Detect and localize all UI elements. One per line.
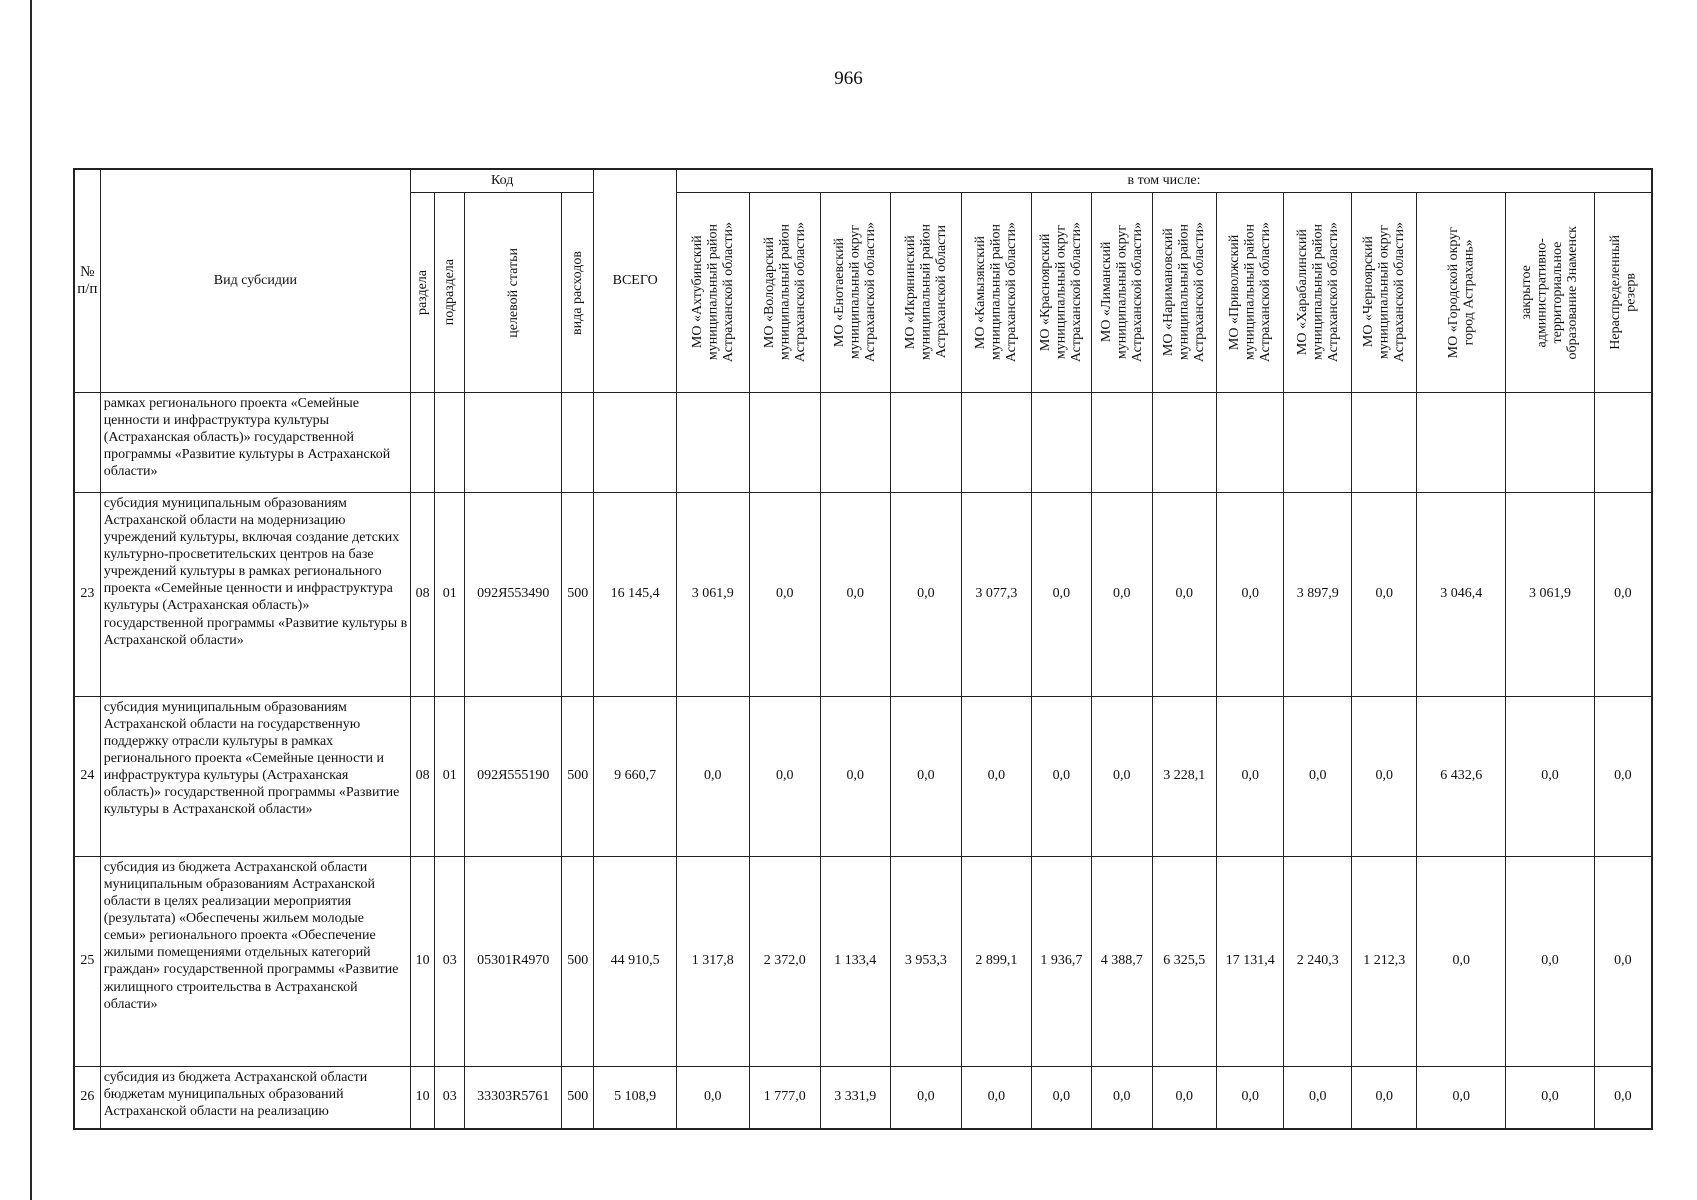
municipality-value-cell: 0,0 bbox=[1594, 697, 1652, 857]
municipality-value-cell: 0,0 bbox=[821, 493, 891, 697]
municipality-value-cell bbox=[890, 393, 962, 493]
municipality-value-cell: 0,0 bbox=[1216, 697, 1284, 857]
municipality-value-cell: 0,0 bbox=[1031, 1067, 1091, 1129]
table-row bbox=[74, 857, 1652, 1067]
table-row bbox=[74, 393, 1652, 493]
row-number-cell: 23 bbox=[74, 493, 100, 697]
municipality-value-cell: 3 953,3 bbox=[890, 857, 962, 1067]
header-code-subsection: подраздела bbox=[435, 193, 465, 393]
header-municipality: МО «Черноярский муниципальный округ Астраханской области» bbox=[1351, 193, 1416, 393]
header-code-target: целевой статьи bbox=[465, 193, 562, 393]
municipality-value-cell: 0,0 bbox=[1031, 697, 1091, 857]
municipality-value-cell: 3 228,1 bbox=[1152, 697, 1216, 857]
total-cell: 44 910,5 bbox=[594, 857, 677, 1067]
code-target-cell: 092Я555190 bbox=[465, 697, 562, 857]
municipality-value-cell: 1 317,8 bbox=[676, 857, 749, 1067]
code-expense-cell: 500 bbox=[562, 1067, 594, 1129]
header-code-section: раздела bbox=[411, 193, 435, 393]
municipality-value-cell: 0,0 bbox=[1152, 493, 1216, 697]
subsidy-description-cell: субсидия муниципальным образованиям Астраханской области на государственную поддержку отрасли культуры в рамках регионального проекта «Семейные ценности и инфраструктура культуры (Астраханская область)» государственной программы «Развитие культуры в Астраханской области» bbox=[100, 697, 410, 857]
municipality-value-cell: 0,0 bbox=[821, 697, 891, 857]
municipality-value-cell: 0,0 bbox=[1417, 857, 1506, 1067]
header-including: в том числе: bbox=[676, 169, 1652, 193]
municipality-value-cell: 1 936,7 bbox=[1031, 857, 1091, 1067]
municipality-value-cell: 0,0 bbox=[1216, 493, 1284, 697]
code-expense-cell: 500 bbox=[562, 493, 594, 697]
municipality-value-cell: 1 212,3 bbox=[1351, 857, 1416, 1067]
municipality-value-cell: 0,0 bbox=[890, 697, 962, 857]
municipality-value-cell: 0,0 bbox=[1594, 1067, 1652, 1129]
municipality-value-cell bbox=[1594, 393, 1652, 493]
code-subsection-cell: 03 bbox=[435, 1067, 465, 1129]
code-expense-cell: 500 bbox=[562, 857, 594, 1067]
code-subsection-cell: 01 bbox=[435, 697, 465, 857]
municipality-value-cell: 0,0 bbox=[1594, 493, 1652, 697]
municipality-value-cell: 4 388,7 bbox=[1092, 857, 1152, 1067]
table-row bbox=[74, 1067, 1652, 1129]
municipality-value-cell bbox=[1152, 393, 1216, 493]
municipality-value-cell: 0,0 bbox=[1506, 857, 1595, 1067]
municipality-value-cell: 0,0 bbox=[676, 697, 749, 857]
subsidy-description-cell: субсидия из бюджета Астраханской области муниципальным образованиям Астраханской области в целях реализации мероприятия (результата) «Обеспечены жильем молодые семьи» регионального проекта «Обеспечение жилыми помещениями отдельных категорий граждан» государственной программы «Развитие жилищного строительства в Астраханской области» bbox=[100, 857, 410, 1067]
total-cell: 16 145,4 bbox=[594, 493, 677, 697]
header-municipality: МО «Володарский муниципальный район Астраханской области» bbox=[749, 193, 821, 393]
municipality-value-cell: 0,0 bbox=[1417, 1067, 1506, 1129]
municipality-value-cell bbox=[821, 393, 891, 493]
header-municipality: МО «Приволжский муниципальный район Астраханской области» bbox=[1216, 193, 1284, 393]
page-margin-line bbox=[30, 0, 32, 1200]
municipality-value-cell bbox=[676, 393, 749, 493]
municipality-value-cell: 0,0 bbox=[676, 1067, 749, 1129]
municipality-value-cell: 3 077,3 bbox=[962, 493, 1032, 697]
code-target-cell: 092Я553490 bbox=[465, 493, 562, 697]
row-number-cell bbox=[74, 393, 100, 493]
code-target-cell bbox=[465, 393, 562, 493]
header-municipality: МО «Городской округ город Астрахань» bbox=[1417, 193, 1506, 393]
municipality-value-cell: 3 061,9 bbox=[1506, 493, 1595, 697]
municipality-value-cell: 3 046,4 bbox=[1417, 493, 1506, 697]
header-municipality: МО «Красноярский муниципальный округ Астраханской области» bbox=[1031, 193, 1091, 393]
code-target-cell: 33303R5761 bbox=[465, 1067, 562, 1129]
header-municipality: МО «Камызякский муниципальный район Астраханской области» bbox=[962, 193, 1032, 393]
row-number-cell: 25 bbox=[74, 857, 100, 1067]
header-municipality: МО «Ахтубинский муниципальный район Астраханской области» bbox=[676, 193, 749, 393]
header-municipality: МО «Наримановский муниципальный район Астраханской области» bbox=[1152, 193, 1216, 393]
code-section-cell bbox=[411, 393, 435, 493]
header-municipality: МО «Икрянинский муниципальный район Астраханской области bbox=[890, 193, 962, 393]
municipality-value-cell: 0,0 bbox=[1092, 493, 1152, 697]
municipality-value-cell: 1 777,0 bbox=[749, 1067, 821, 1129]
row-number-cell: 26 bbox=[74, 1067, 100, 1129]
municipality-value-cell: 0,0 bbox=[1351, 1067, 1416, 1129]
code-subsection-cell bbox=[435, 393, 465, 493]
header-municipality: Нераспределенный резерв bbox=[1594, 193, 1652, 393]
municipality-value-cell: 0,0 bbox=[749, 493, 821, 697]
municipality-value-cell: 0,0 bbox=[890, 1067, 962, 1129]
total-cell: 9 660,7 bbox=[594, 697, 677, 857]
municipality-value-cell bbox=[1417, 393, 1506, 493]
municipality-value-cell: 3 897,9 bbox=[1284, 493, 1352, 697]
subsidy-table bbox=[73, 168, 1653, 1130]
municipality-value-cell bbox=[1506, 393, 1595, 493]
code-subsection-cell: 01 bbox=[435, 493, 465, 697]
row-number-cell: 24 bbox=[74, 697, 100, 857]
municipality-value-cell: 0,0 bbox=[1031, 493, 1091, 697]
municipality-value-cell: 2 240,3 bbox=[1284, 857, 1352, 1067]
municipality-value-cell: 1 133,4 bbox=[821, 857, 891, 1067]
header-code-expense: вида расходов bbox=[562, 193, 594, 393]
table-row bbox=[74, 493, 1652, 697]
code-section-cell: 08 bbox=[411, 697, 435, 857]
municipality-value-cell: 0,0 bbox=[1152, 1067, 1216, 1129]
header-municipality: МО «Енотаевский муниципальный округ Астраханской области» bbox=[821, 193, 891, 393]
table-body bbox=[74, 393, 1652, 1129]
municipality-value-cell bbox=[1031, 393, 1091, 493]
page-number: 966 bbox=[834, 68, 863, 89]
municipality-value-cell: 0,0 bbox=[1092, 697, 1152, 857]
code-section-cell: 10 bbox=[411, 857, 435, 1067]
code-expense-cell: 500 bbox=[562, 697, 594, 857]
municipality-value-cell bbox=[1216, 393, 1284, 493]
municipality-value-cell bbox=[1284, 393, 1352, 493]
header-num: № п/п bbox=[74, 169, 100, 393]
municipality-value-cell: 0,0 bbox=[1506, 697, 1595, 857]
code-section-cell: 08 bbox=[411, 493, 435, 697]
municipality-value-cell: 0,0 bbox=[1506, 1067, 1595, 1129]
total-cell: 5 108,9 bbox=[594, 1067, 677, 1129]
municipality-value-cell: 0,0 bbox=[890, 493, 962, 697]
subsidy-description-cell: субсидия муниципальным образованиям Астраханской области на модернизацию учреждений культуры, включая создание детских культурно-просветительских центров на базе учреждений культуры в рамках регионального проекта «Семейные ценности и инфраструктура культуры (Астраханская область)» государственной программы «Развитие культуры в Астраханской области» bbox=[100, 493, 410, 697]
code-subsection-cell: 03 bbox=[435, 857, 465, 1067]
municipality-value-cell: 0,0 bbox=[1594, 857, 1652, 1067]
municipality-value-cell: 6 432,6 bbox=[1417, 697, 1506, 857]
municipality-value-cell: 0,0 bbox=[962, 697, 1032, 857]
municipality-value-cell: 0,0 bbox=[962, 1067, 1032, 1129]
header-municipality: МО «Лиманский муниципальный округ Астраханской области» bbox=[1092, 193, 1152, 393]
subsidy-description-cell: субсидия из бюджета Астраханской области бюджетам муниципальных образований Астраханской области на реализацию bbox=[100, 1067, 410, 1129]
code-section-cell: 10 bbox=[411, 1067, 435, 1129]
municipality-value-cell: 0,0 bbox=[1092, 1067, 1152, 1129]
header-subsidy-type: Вид субсидии bbox=[100, 169, 410, 393]
municipality-value-cell: 2 372,0 bbox=[749, 857, 821, 1067]
total-cell bbox=[594, 393, 677, 493]
municipality-value-cell bbox=[1351, 393, 1416, 493]
municipality-value-cell: 2 899,1 bbox=[962, 857, 1032, 1067]
municipality-value-cell: 0,0 bbox=[1284, 1067, 1352, 1129]
code-target-cell: 05301R4970 bbox=[465, 857, 562, 1067]
municipality-value-cell: 3 331,9 bbox=[821, 1067, 891, 1129]
municipality-value-cell: 0,0 bbox=[1351, 493, 1416, 697]
municipality-value-cell bbox=[962, 393, 1032, 493]
header-municipality: МО «Харабалинский муниципальный район Астраханской области» bbox=[1284, 193, 1352, 393]
municipality-value-cell: 6 325,5 bbox=[1152, 857, 1216, 1067]
municipality-value-cell: 0,0 bbox=[1284, 697, 1352, 857]
municipality-value-cell: 0,0 bbox=[1351, 697, 1416, 857]
subsidy-description-cell: рамках регионального проекта «Семейные ценности и инфраструктура культуры (Астраханская область)» государственной программы «Развитие культуры в Астраханской области» bbox=[100, 393, 410, 493]
table-row bbox=[74, 697, 1652, 857]
code-expense-cell bbox=[562, 393, 594, 493]
municipality-value-cell bbox=[1092, 393, 1152, 493]
municipality-value-cell: 0,0 bbox=[749, 697, 821, 857]
municipality-value-cell bbox=[749, 393, 821, 493]
header-total: ВСЕГО bbox=[594, 169, 677, 393]
municipality-value-cell: 0,0 bbox=[1216, 1067, 1284, 1129]
municipality-value-cell: 17 131,4 bbox=[1216, 857, 1284, 1067]
header-code: Код bbox=[411, 169, 594, 193]
municipality-value-cell: 3 061,9 bbox=[676, 493, 749, 697]
header-municipality: закрытое административно- территориальное образование Знаменск bbox=[1506, 193, 1595, 393]
